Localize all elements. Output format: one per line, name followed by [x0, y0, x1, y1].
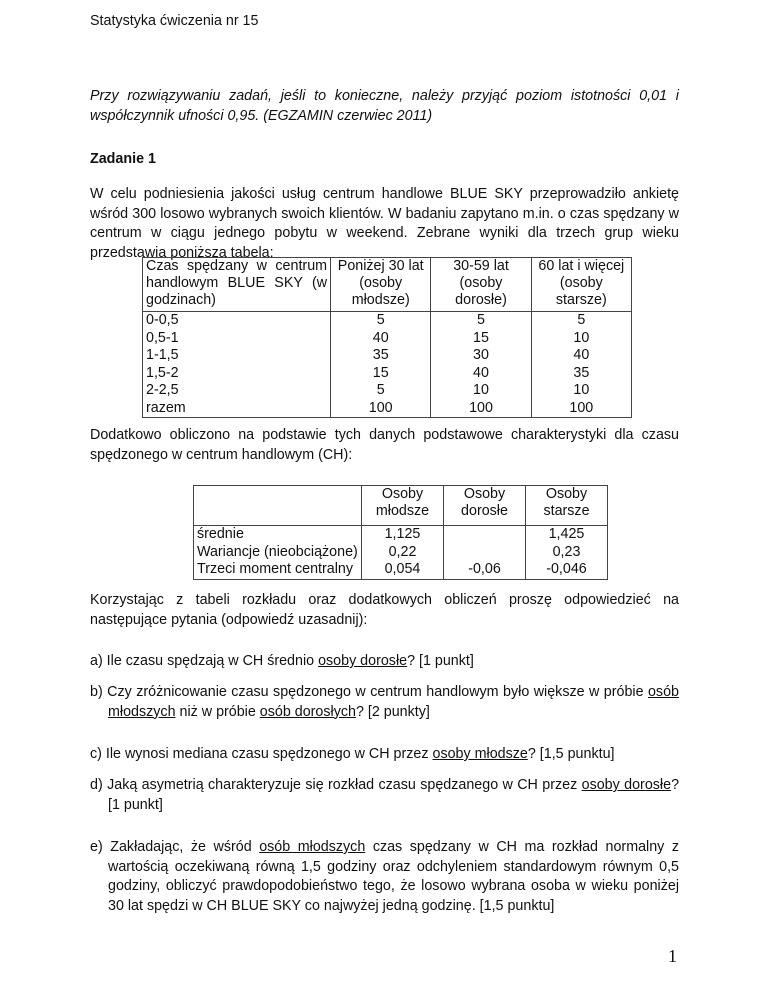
question-text: czas spędzany w CH ma rozkład normalny z wartością oczekiwaną równą 1,5 godziny oraz odchyleniem standardowym równym 0,5 godziny, obliczyć prawdopodobieństwo tego, że losowo wybrana osoba w wieku poniżej 30 lat spędzi w CH BLUE SKY co najwyżej jedną godzinę. [1,5 punktu]: [108, 839, 680, 914]
column-header: Osoby starsze: [526, 486, 608, 526]
task-title: Zadanie 1: [90, 151, 156, 167]
table-cell: 5: [331, 382, 431, 400]
table-row: [143, 347, 632, 365]
question-text: c) Ile wynosi mediana czasu spędzonego w CH przez: [90, 746, 433, 762]
header-row: [194, 486, 608, 526]
table-cell: 0,054: [362, 561, 444, 579]
header-row: [143, 258, 632, 312]
column-header: Osoby młodsze: [362, 486, 444, 526]
question-text: a) Ile czasu spędzają w CH średnio: [90, 653, 319, 669]
underlined-term: osoby dorosłe: [318, 653, 408, 669]
task-description: W celu podniesienia jakości usług centrum handlowe BLUE SKY przeprowadziło ankietę wśród 300 losowo wybranych swoich klientów. W badaniu zapytano m.in. o czas spędzany w centrum w ciągu jednego pobytu w weekend. Zebrane wyniki dla trzech grup wieku przedstawia poniższa tabela:: [90, 186, 679, 261]
table-cell: 10: [431, 382, 531, 400]
question-item: [90, 745, 679, 765]
frequency-table: [142, 257, 632, 418]
table-cell: 40: [331, 330, 431, 348]
question-text: e) Zakładając, że wśród: [90, 839, 260, 855]
table-row: [194, 526, 608, 544]
row-label: średnie: [194, 526, 362, 544]
table-cell: -0,046: [526, 561, 608, 579]
table-cell: 1,125: [362, 526, 444, 544]
row-label: 0-0,5: [143, 312, 331, 330]
intro-note: Przy rozwiązywaniu zadań, jeśli to konieczne, należy przyjąć poziom istotności 0,01 i współczynnik ufności 0,95. (EGZAMIN czerwiec 2011): [90, 88, 679, 124]
question-text: ? [2 punkty]: [355, 703, 430, 720]
underlined-term: osoby dorosłe: [581, 777, 672, 793]
underlined-term: osób młodszych: [259, 839, 366, 855]
question-item: [90, 838, 679, 916]
column-header: 30-59 lat (osoby dorosłe): [431, 258, 531, 312]
table-row: [143, 400, 632, 418]
row-label: razem: [143, 400, 331, 418]
column-header: Osoby dorosłe: [444, 486, 526, 526]
table-cell: 0,23: [526, 544, 608, 562]
table-cell: 40: [431, 365, 531, 383]
table-cell: 5: [431, 312, 531, 330]
column-header: [194, 486, 362, 526]
table-cell: 35: [531, 365, 631, 383]
statistics-table: [193, 485, 608, 580]
table-cell: 30: [431, 347, 531, 365]
row-label: 2-2,5: [143, 382, 331, 400]
table-cell: 0,22: [362, 544, 444, 562]
page-header: Statystyka ćwiczenia nr 15: [90, 13, 259, 29]
table-cell: 10: [531, 330, 631, 348]
question-text: b) Czy zróżnicowanie czasu spędzonego w centrum handlowym było większe w próbie: [90, 684, 648, 700]
row-label: 1-1,5: [143, 347, 331, 365]
table-cell: 15: [431, 330, 531, 348]
table-cell: 40: [531, 347, 631, 365]
table-cell: 100: [331, 400, 431, 418]
table-cell: 100: [531, 400, 631, 418]
table-row: [143, 312, 632, 330]
question-item: [90, 652, 679, 672]
row-label: 1,5-2: [143, 365, 331, 383]
page-number: 1: [668, 946, 677, 966]
column-header: Czas spędzany w centrum handlowym BLUE SKY (w godzinach): [143, 258, 331, 312]
underlined-term: osób dorosłych: [259, 703, 356, 720]
underlined-term: osoby młodsze: [432, 746, 528, 762]
table-cell: [444, 544, 526, 562]
question-text: ? [1 punkt]: [407, 653, 474, 669]
table-cell: -0,06: [444, 561, 526, 579]
table-row: [143, 330, 632, 348]
question-text: ? [1 punkt]: [108, 777, 680, 813]
table-cell: 35: [331, 347, 431, 365]
question-item: [90, 776, 679, 815]
row-label: Trzeci moment centralny: [194, 561, 362, 579]
column-header: 60 lat i więcej (osoby starsze): [531, 258, 631, 312]
questions-intro: Korzystając z tabeli rozkładu oraz dodatkowych obliczeń proszę odpowiedzieć na następujące pytania (odpowiedź uzasadnij):: [90, 592, 679, 628]
table-cell: [444, 526, 526, 544]
question-item: [90, 683, 679, 722]
table-row: [194, 561, 608, 579]
table-row: [143, 382, 632, 400]
underlined-term: osób młodszych: [108, 684, 679, 720]
row-label: 0,5-1: [143, 330, 331, 348]
table-row: [143, 365, 632, 383]
table-cell: 5: [331, 312, 431, 330]
question-text: niż w próbie: [175, 703, 260, 720]
table-row: [194, 544, 608, 562]
table-cell: 15: [331, 365, 431, 383]
table-cell: 5: [531, 312, 631, 330]
table-cell: 10: [531, 382, 631, 400]
row-label: Wariancje (nieobciążone): [194, 544, 362, 562]
question-text: d) Jaką asymetrią charakteryzuje się rozkład czasu spędzanego w CH przez: [90, 777, 582, 793]
additional-info: Dodatkowo obliczono na podstawie tych danych podstawowe charakterystyki dla czasu spędzonego w centrum handlowym (CH):: [90, 427, 679, 463]
column-header: Poniżej 30 lat (osoby młodsze): [331, 258, 431, 312]
question-text: ? [1,5 punktu]: [527, 746, 615, 762]
table-cell: 1,425: [526, 526, 608, 544]
table-cell: 100: [431, 400, 531, 418]
